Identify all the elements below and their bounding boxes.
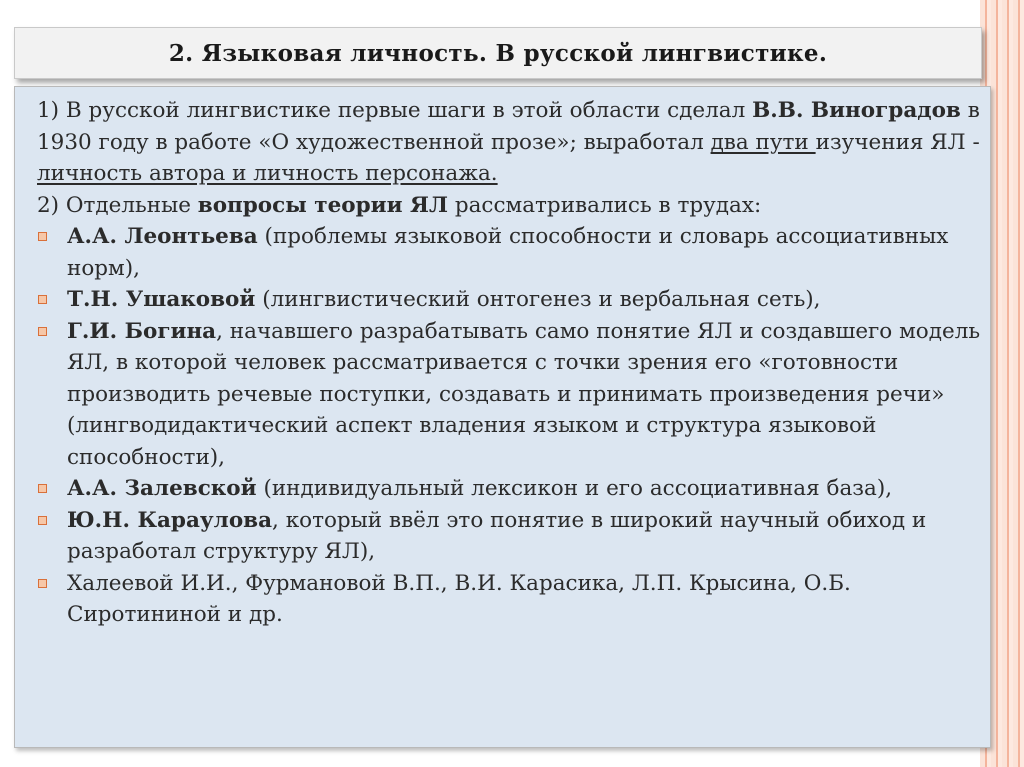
bullet-text: (проблемы языковой способности и словарь ассоциативных норм),: [67, 224, 949, 281]
bullet-text: , начавшего разрабатывать само понятие ЯЛ и создавшего модель ЯЛ, в которой человек рассматривается с точки зрения его «готовности производить речевые поступки, создавать и принимать произведения речи» (лингводидактический аспект владения языком и структура языковой способности),: [67, 318, 981, 470]
list-item: [37, 505, 987, 568]
p2-text-1: 2) Отдельные: [37, 192, 198, 218]
p1-text-3: изучения ЯЛ -: [815, 129, 980, 155]
bullet-text: Халеевой И.И., Фурмановой В.П., В.И. Карасика, Л.П. Крысина, О.Б. Сиротининой и др.: [67, 570, 851, 627]
list-item: [37, 568, 987, 631]
p1-author: В.В. Виноградов: [752, 98, 961, 123]
p1-text-2: в 1930 году в работе «О художественной прозе»; выработал: [37, 98, 980, 155]
square-bullet-icon: [38, 295, 47, 304]
slide-title: 2. Языковая личность. В русской лингвистике.: [168, 39, 828, 67]
bullet-author: А.А. Залевской: [67, 476, 257, 501]
square-bullet-icon: [38, 484, 47, 493]
bullet-author: Ю.Н. Караулова: [67, 507, 273, 533]
paragraph-2: [37, 190, 987, 222]
bullet-author: А.А. Леонтьева: [67, 224, 258, 249]
paragraph-1: [37, 95, 987, 190]
square-bullet-icon: [38, 579, 47, 588]
square-bullet-icon: [38, 516, 47, 525]
content-box: [14, 86, 991, 748]
list-item: [37, 316, 987, 474]
p1-text-1: 1) В русской лингвистике первые шаги в этой области сделал: [37, 98, 753, 123]
square-bullet-icon: [38, 327, 47, 336]
bullet-text: , который ввёл это понятие в широкий научный обиход и разработал структуру ЯЛ),: [67, 507, 927, 564]
p1-underline-1: два пути: [710, 129, 816, 155]
bullet-text: (индивидуальный лексикон и его ассоциативная база),: [256, 476, 893, 501]
square-bullet-icon: [38, 232, 47, 241]
list-item: [37, 284, 987, 316]
list-item: [37, 473, 987, 505]
p1-underline-2: личность автора и личность персонажа.: [37, 161, 498, 186]
bullet-text: (лингвистический онтогенез и вербальная сеть),: [255, 287, 821, 312]
p2-text-2: рассматривались в трудах:: [448, 192, 762, 218]
p2-bold: вопросы теории ЯЛ: [197, 192, 448, 218]
list-item: [37, 221, 987, 284]
bullet-author: Г.И. Богина: [67, 318, 217, 344]
title-box: [14, 27, 982, 79]
content-text: [37, 95, 987, 631]
bullet-author: Т.Н. Ушаковой: [67, 287, 256, 312]
